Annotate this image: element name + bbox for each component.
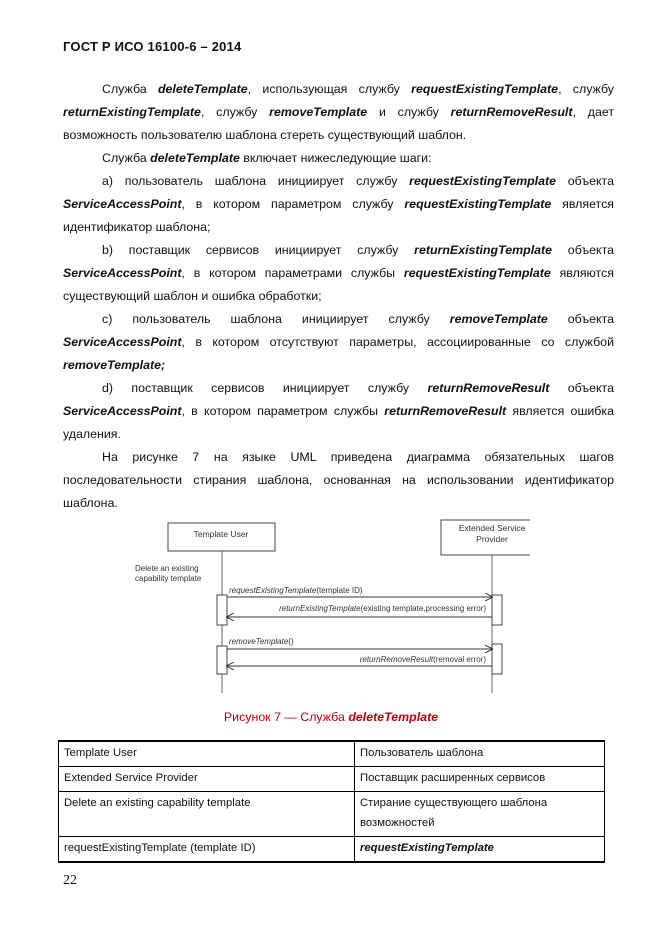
activation-provider-1	[492, 595, 502, 625]
note-delete-template-1: Delete an existing	[135, 564, 199, 573]
activation-user-2	[217, 646, 227, 674]
terms-table	[58, 740, 605, 863]
list-item-b: b) поставщик сервисов инициирует службу returnExistingTemplate объекта ServiceAccessPoint, в котором параметрами службы requestExistingTemplate являются существующий шаблон и ошибка обработки;	[63, 243, 614, 303]
table-row	[59, 837, 605, 863]
actor-template-user-label: Template User	[193, 529, 249, 539]
table-row	[59, 767, 605, 792]
list-item-a: а) пользователь шаблона инициирует службу requestExistingTemplate объекта ServiceAccessPoint, в котором параметром службу requestExistingTemplate является идентификатор шаблона;	[63, 174, 614, 234]
list-item-c: с) пользователь шаблона инициирует службу removeTemplate объекта ServiceAccessPoint, в котором отсутствуют параметры, ассоциированные со службой removeTemplate;	[63, 312, 614, 372]
activation-user-1	[217, 595, 227, 625]
paragraph-steps-intro: Служба deleteTemplate включает нижеследующие шаги:	[102, 151, 432, 165]
table-cell-ru: Стирание существующего шаблона возможностей	[355, 792, 605, 837]
paragraph-intro: Служба deleteTemplate, использующая службу requestExistingTemplate, службу returnExistingTemplate, службу removeTemplate и службу returnRemoveResult, дает возможность пользователю шаблона стереть существующий шаблон.	[63, 82, 615, 142]
message-return-remove-result-label: returnRemoveResult(removal error)	[359, 655, 486, 664]
table-cell-ru: Пользователь шаблона	[355, 741, 605, 767]
figure-caption: Рисунок 7 — Служба deleteTemplate	[223, 710, 439, 724]
table-cell-en: Extended Service Provider	[59, 767, 355, 792]
table-cell-ru: Поставщик расширенных сервисов	[355, 767, 605, 792]
table-cell-en: requestExistingTemplate (template ID)	[59, 837, 355, 863]
document-header: ГОСТ Р ИСО 16100-6 – 2014	[63, 39, 242, 54]
message-request-existing-template-label: requestExistingTemplate(template ID)	[229, 586, 363, 595]
paragraph-figure-ref: На рисунке 7 на языке UML приведена диаграмма обязательных шагов последовательности стирания шаблона, основанная на использовании идентификатор шаблона.	[63, 450, 614, 510]
message-return-existing-template-label: returnExistingTemplate(existing template,processing error)	[279, 604, 486, 613]
actor-service-provider-label-1: Extended Service	[458, 523, 526, 533]
table-cell-en: Template User	[59, 741, 355, 767]
table-cell-ru: requestExistingTemplate	[355, 837, 605, 863]
list-item-d: d) поставщик сервисов инициирует службу returnRemoveResult объекта ServiceAccessPoint, в котором параметром службы returnRemoveResult является ошибка удаления.	[63, 381, 614, 441]
message-remove-template-label: removeTemplate()	[229, 637, 294, 646]
activation-provider-2	[492, 644, 502, 674]
body-text	[63, 78, 614, 515]
uml-sequence-diagram	[130, 515, 530, 695]
page-number: 22	[63, 873, 77, 888]
table-cell-en: Delete an existing capability template	[59, 792, 355, 837]
actor-service-provider-label-2: Provider	[476, 534, 508, 544]
table-row	[59, 792, 605, 837]
note-delete-template-2: capability template	[135, 574, 202, 583]
table-row	[59, 741, 605, 767]
